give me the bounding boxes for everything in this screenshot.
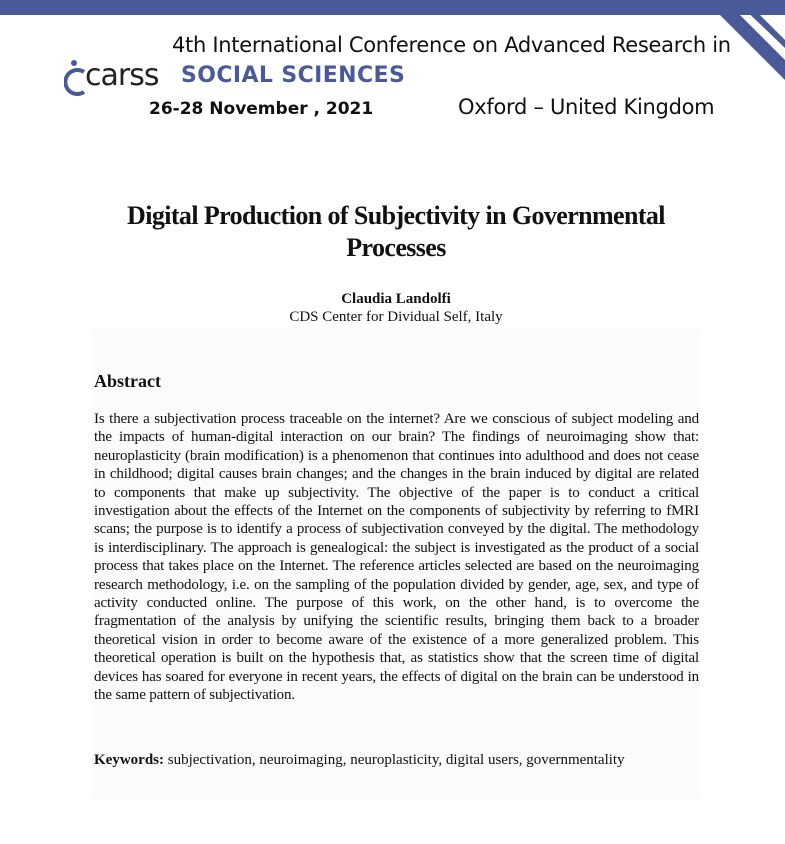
abstract-heading: Abstract [94, 371, 161, 391]
conference-subtitle: SOCIAL SCIENCES [181, 63, 406, 88]
logo-wordmark: carss [85, 58, 159, 93]
conference-title: 4th International Conference on Advanced Research in [172, 33, 731, 57]
author-name: Claudia Landolfi [341, 291, 451, 307]
header-top-bar [0, 0, 785, 15]
keywords-label: Keywords: [94, 752, 164, 768]
author-affiliation: CDS Center for Dividual Self, Italy [289, 309, 503, 325]
paper-title: Digital Production of Subjectivity in Governmental Processes [127, 201, 665, 262]
abstract-body: Is there a subjectivation process traceable on the internet? Are we conscious of subject modeling and the impacts of human-digital interaction on our brain? The findings of neuroimaging show that: neuroplasticity (brain modification) is a phenomenon that continues into adulthood and does not cease in childhood; digital causes brain changes; and the changes in the brain induced by digital are related to components that make up subjectivity. The objective of the paper is to conduct a critical investigation about the effects of the Internet on the components of subjectivity by referring to fMRI scans; the purpose is to identify a process of subjectivation conveyed by the digital. The methodology is interdisciplinary. The approach is genealogical: the subject is investigated as the product of a social process that takes place on the Internet. The reference articles selected are based on the neuroimaging research methodology, i.e. on the sampling of the population divided by gender, age, sex, and type of activity conducted online. The purpose of this work, on the other hand, is to overcome the fragmentation of the analysis by unifying the scientific results, bringing them back to a broader theoretical vision in order to become aware of the existence of a more generalized problem. This theoretical operation is built on the hypothesis that, as statistics show that the screen time of digital devices has soared for everyone in recent years, the effects of digital on the brain can be understood in the same pattern of subjectivation. [94, 411, 699, 704]
keywords-text: subjectivation, neuroimaging, neuroplasticity, digital users, governmentality [167, 752, 625, 768]
conference-dates: 26-28 November , 2021 [149, 99, 374, 119]
conference-location: Oxford – United Kingdom [458, 95, 715, 119]
keywords-line [94, 752, 699, 769]
